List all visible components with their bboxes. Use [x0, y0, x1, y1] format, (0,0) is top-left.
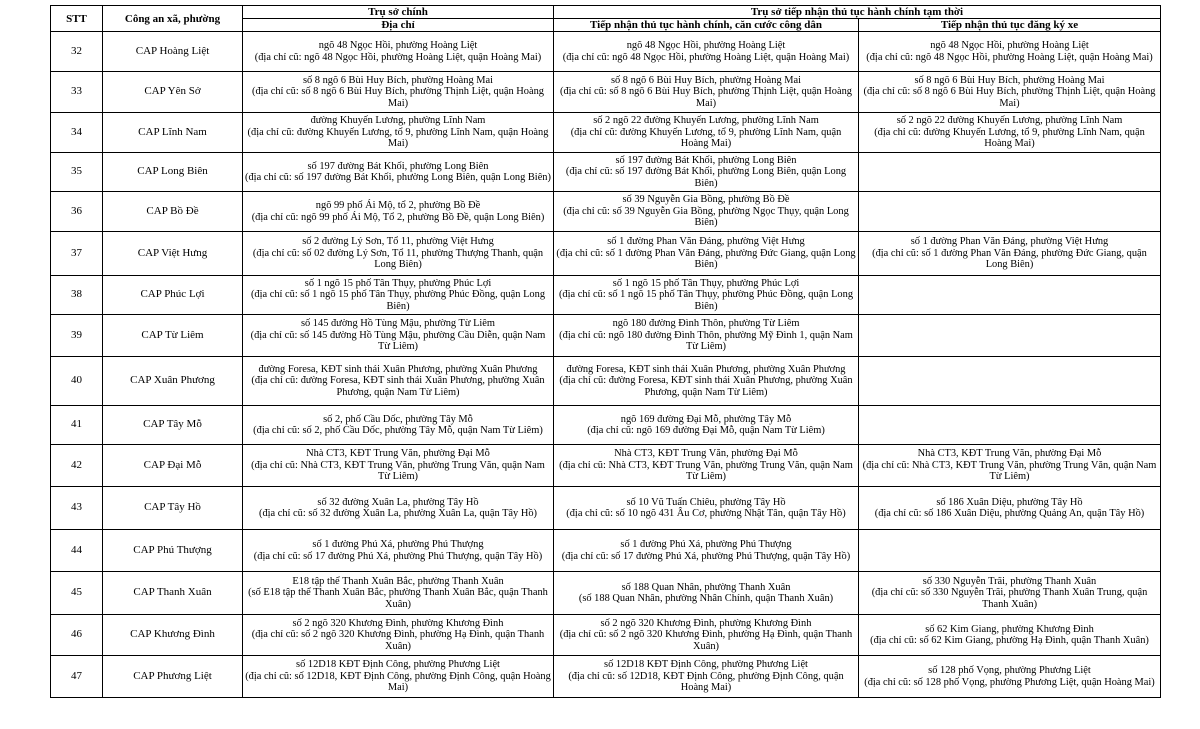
current-address: số 186 Xuân Diệu, phường Tây Hồ	[936, 496, 1083, 508]
row-main-address	[243, 357, 554, 406]
old-address: (số E18 tập thể Thanh Xuân Bắc, phường Thanh Xuân Bắc, quận Thanh Xuân)	[248, 587, 548, 610]
old-address: (địa chỉ cũ: số 2, phố Cầu Dốc, phường Tây Mỗ, quận Nam Từ Liêm)	[253, 425, 543, 436]
header-main-office: Trụ sở chính	[243, 6, 554, 19]
table-row	[51, 615, 1161, 656]
old-address: (địa chỉ cũ: ngõ 99 phố Ái Mộ, Tổ 2, phường Bồ Đề, quận Long Biên)	[251, 211, 545, 223]
row-unit-name: CAP Tây Hồ	[103, 487, 243, 530]
current-address: số 330 Nguyễn Trãi, phường Thanh Xuân	[922, 575, 1097, 587]
current-address: số 2 ngõ 320 Khương Đình, phường Khương Đình	[600, 617, 812, 629]
header-vehicle-registration: Tiếp nhận thủ tục đăng ký xe	[859, 19, 1161, 32]
table-row	[51, 530, 1161, 572]
row-vehicle-address	[859, 572, 1161, 615]
old-address: (địa chỉ cũ: ngõ 48 Ngọc Hồi, phường Hoàng Liệt, quận Hoàng Mai)	[866, 51, 1153, 63]
row-main-address	[243, 113, 554, 153]
row-unit-name: CAP Bồ Đề	[103, 192, 243, 232]
row-unit-name: CAP Yên Sở	[103, 72, 243, 113]
old-address: (địa chỉ cũ: đường Khuyến Lương, tổ 9, phường Lĩnh Nam, quận Hoàng Mai)	[570, 126, 842, 150]
row-admin-address	[554, 487, 859, 530]
row-vehicle-address	[859, 72, 1161, 113]
table-row	[51, 232, 1161, 276]
old-address: (địa chỉ cũ: số 12D18, KĐT Định Công, phường Định Công, quận Hoàng Mai)	[568, 670, 844, 694]
row-admin-address	[554, 656, 859, 698]
row-admin-address	[554, 32, 859, 72]
table-row	[51, 656, 1161, 698]
table-body	[51, 32, 1161, 698]
row-main-address	[243, 32, 554, 72]
current-address: Nhà CT3, KĐT Trung Văn, phường Đại Mỗ	[306, 448, 490, 460]
current-address: số 2 đường Lý Sơn, Tổ 11, phường Việt Hưng	[302, 236, 494, 248]
current-address: ngõ 48 Ngọc Hồi, phường Hoàng Liệt	[626, 40, 786, 52]
table-row	[51, 113, 1161, 153]
current-address: số 1 đường Phú Xá, phường Phú Thượng	[620, 539, 792, 551]
table-row	[51, 72, 1161, 113]
header-temp-office: Trụ sở tiếp nhận thủ tục hành chính tạm thời	[554, 6, 1161, 19]
row-admin-address	[554, 615, 859, 656]
header-unit: Công an xã, phường	[103, 6, 243, 32]
old-address: (địa chỉ cũ: số 8 ngõ 6 Bùi Huy Bích, phường Thịnh Liệt, quận Hoàng Mai)	[559, 86, 853, 109]
table-row	[51, 445, 1161, 487]
old-address: (địa chỉ cũ: Nhà CT3, KĐT Trung Văn, phường Trung Văn, quận Nam Từ Liêm)	[251, 459, 545, 483]
row-admin-address	[554, 406, 859, 445]
row-stt: 41	[51, 406, 103, 445]
current-address: đường Foresa, KĐT sinh thái Xuân Phương, phường Xuân Phương	[566, 363, 846, 375]
row-unit-name: CAP Đại Mỗ	[103, 445, 243, 487]
old-address: (địa chỉ cũ: số 1 đường Phan Văn Đáng, phường Đức Giang, quận Long Biên)	[872, 247, 1147, 271]
old-address: (địa chỉ cũ: số 197 đường Bát Khối, phường Long Biên, quận Long Biên)	[245, 172, 551, 183]
row-admin-address	[554, 530, 859, 572]
old-address: (địa chỉ cũ: số 39 Nguyễn Gia Bồng, phường Ngọc Thụy, quận Long Biên)	[563, 205, 849, 229]
row-admin-address	[554, 72, 859, 113]
police-offices-table	[50, 5, 1161, 698]
current-address: số 1 đường Phú Xá, phường Phú Thượng	[312, 539, 484, 551]
row-unit-name: CAP Lĩnh Nam	[103, 113, 243, 153]
row-unit-name: CAP Phú Thượng	[103, 530, 243, 572]
current-address: ngõ 99 phố Ái Mộ, tổ 2, phường Bồ Đề	[315, 200, 481, 212]
row-unit-name: CAP Phúc Lợi	[103, 276, 243, 315]
row-vehicle-address	[859, 276, 1161, 315]
row-admin-address	[554, 445, 859, 487]
row-vehicle-address	[859, 192, 1161, 232]
header-address: Địa chỉ	[243, 19, 554, 32]
current-address: ngõ 48 Ngọc Hồi, phường Hoàng Liệt	[318, 40, 478, 52]
old-address: (địa chỉ cũ: Nhà CT3, KĐT Trung Văn, phường Trung Văn, quận Nam Từ Liêm)	[862, 459, 1157, 483]
header-row-main	[51, 6, 1161, 19]
row-stt: 38	[51, 276, 103, 315]
old-address: (địa chỉ cũ: đường Foresa, KĐT sinh thái Xuân Phương, phường Xuân Phương, quận Nam Từ Liêm)	[251, 375, 545, 398]
row-stt: 44	[51, 530, 103, 572]
current-address: số 2 ngõ 22 đường Khuyến Lương, phường Lĩnh Nam	[593, 115, 819, 127]
table-row	[51, 32, 1161, 72]
row-vehicle-address	[859, 656, 1161, 698]
row-main-address	[243, 72, 554, 113]
row-main-address	[243, 315, 554, 357]
current-address: số 197 đường Bát Khối, phường Long Biên	[615, 154, 797, 166]
row-stt: 43	[51, 487, 103, 530]
row-vehicle-address	[859, 315, 1161, 357]
row-unit-name: CAP Xuân Phương	[103, 357, 243, 406]
table-row	[51, 487, 1161, 530]
old-address: (địa chỉ cũ: số 17 đường Phú Xá, phường Phú Thượng, quận Tây Hồ)	[561, 550, 851, 562]
row-vehicle-address	[859, 232, 1161, 276]
old-address: (địa chỉ cũ: số 62 Kim Giang, phường Hạ Đình, quận Thanh Xuân)	[870, 635, 1149, 646]
old-address: (địa chỉ cũ: số 330 Nguyễn Trãi, phường Thanh Xuân Trung, quận Thanh Xuân)	[871, 587, 1148, 610]
current-address: số 62 Kim Giang, phường Khương Đình	[925, 623, 1094, 635]
current-address: Nhà CT3, KĐT Trung Văn, phường Đại Mỗ	[614, 448, 798, 460]
row-admin-address	[554, 232, 859, 276]
row-admin-address	[554, 357, 859, 406]
old-address: (địa chỉ cũ: số 8 ngõ 6 Bùi Huy Bích, phường Thịnh Liệt, quận Hoàng Mai)	[863, 86, 1156, 109]
table-row	[51, 357, 1161, 406]
current-address: E18 tập thể Thanh Xuân Bắc, phường Thanh Xuân	[292, 575, 504, 587]
current-address: đường Khuyến Lương, phường Lĩnh Nam	[310, 115, 486, 127]
current-address: số 2 ngõ 22 đường Khuyến Lương, phường Lĩnh Nam	[896, 115, 1123, 127]
table-row	[51, 276, 1161, 315]
row-unit-name: CAP Tây Mỗ	[103, 406, 243, 445]
old-address: (địa chỉ cũ: số 1 đường Phan Văn Đáng, phường Đức Giang, quận Long Biên)	[556, 247, 856, 271]
row-main-address	[243, 530, 554, 572]
row-main-address	[243, 445, 554, 487]
old-address: (địa chỉ cũ: số 02 đường Lý Sơn, Tổ 11, phường Thượng Thanh, quận Long Biên)	[252, 247, 544, 271]
current-address: số 1 đường Phan Văn Đáng, phường Việt Hưng	[910, 236, 1109, 248]
old-address: (địa chỉ cũ: số 1 ngõ 15 phố Tân Thụy, phường Phúc Đồng, quận Long Biên)	[558, 289, 854, 312]
old-address: (số 188 Quan Nhân, phường Nhân Chính, quận Thanh Xuân)	[578, 593, 834, 604]
row-unit-name: CAP Thanh Xuân	[103, 572, 243, 615]
header-admin-procedures: Tiếp nhận thủ tục hành chính, căn cước công dân	[554, 19, 859, 32]
row-unit-name: CAP Hoàng Liệt	[103, 32, 243, 72]
row-stt: 46	[51, 615, 103, 656]
current-address: số 8 ngõ 6 Bùi Huy Bích, phường Hoàng Mai	[302, 74, 494, 86]
current-address: số 2, phố Cầu Dốc, phường Tây Mỗ	[323, 413, 473, 425]
old-address: (địa chỉ cũ: ngõ 180 đường Đình Thôn, phường Mỹ Đình 1, quận Nam Từ Liêm)	[559, 329, 853, 353]
current-address: số 39 Nguyễn Gia Bồng, phường Bồ Đề	[622, 194, 790, 206]
current-address: số 188 Quan Nhân, phường Thanh Xuân	[621, 581, 791, 593]
row-unit-name: CAP Từ Liêm	[103, 315, 243, 357]
current-address: số 1 đường Phan Văn Đáng, phường Việt Hưng	[607, 236, 805, 248]
row-vehicle-address	[859, 357, 1161, 406]
old-address: (địa chỉ cũ: ngõ 48 Ngọc Hồi, phường Hoàng Liệt, quận Hoàng Mai)	[562, 51, 850, 63]
row-main-address	[243, 406, 554, 445]
row-vehicle-address	[859, 406, 1161, 445]
old-address: (địa chỉ cũ: số 8 ngõ 6 Bùi Huy Bích, phường Thịnh Liệt, quận Hoàng Mai)	[251, 86, 545, 109]
row-unit-name: CAP Việt Hưng	[103, 232, 243, 276]
row-main-address	[243, 232, 554, 276]
row-main-address	[243, 572, 554, 615]
row-admin-address	[554, 315, 859, 357]
row-unit-name: CAP Khương Đình	[103, 615, 243, 656]
old-address: (địa chỉ cũ: đường Foresa, KĐT sinh thái Xuân Phương, phường Xuân Phương, quận Nam Từ Liêm)	[559, 375, 853, 398]
row-vehicle-address	[859, 487, 1161, 530]
current-address: số 145 đường Hồ Tùng Mậu, phường Từ Liêm	[300, 318, 496, 330]
current-address: số 1 ngõ 15 phố Tân Thụy, phường Phúc Lợi	[304, 277, 492, 289]
current-address: số 2 ngõ 320 Khương Đình, phường Khương Đình	[292, 617, 504, 629]
current-address: số 12D18 KĐT Định Công, phường Phương Liệt	[296, 659, 500, 671]
row-vehicle-address	[859, 153, 1161, 192]
row-admin-address	[554, 153, 859, 192]
row-stt: 40	[51, 357, 103, 406]
current-address: ngõ 48 Ngọc Hồi, phường Hoàng Liệt	[930, 40, 1089, 52]
old-address: (địa chỉ cũ: Nhà CT3, KĐT Trung Văn, phường Trung Văn, quận Nam Từ Liêm)	[559, 459, 853, 483]
row-admin-address	[554, 113, 859, 153]
current-address: số 12D18 KĐT Định Công, phường Phương Liệt	[604, 659, 808, 671]
current-address: số 128 phố Vọng, phường Phương Liệt	[928, 665, 1091, 677]
old-address: (địa chỉ cũ: số 186 Xuân Diệu, phường Quảng An, quận Tây Hồ)	[874, 508, 1145, 519]
row-stt: 42	[51, 445, 103, 487]
row-stt: 47	[51, 656, 103, 698]
old-address: (địa chỉ cũ: số 2 ngõ 320 Khương Đình, phường Hạ Đình, quận Thanh Xuân)	[251, 629, 545, 652]
current-address: số 8 ngõ 6 Bùi Huy Bích, phường Hoàng Mai	[610, 74, 802, 86]
current-address: ngõ 169 đường Đại Mỗ, phường Tây Mỗ	[620, 413, 792, 425]
table-row	[51, 192, 1161, 232]
old-address: (địa chỉ cũ: số 32 đường Xuân La, phường Xuân La, quận Tây Hồ)	[258, 508, 537, 519]
row-vehicle-address	[859, 615, 1161, 656]
row-vehicle-address	[859, 113, 1161, 153]
row-admin-address	[554, 276, 859, 315]
row-stt: 35	[51, 153, 103, 192]
current-address: số 8 ngõ 6 Bùi Huy Bích, phường Hoàng Mai	[914, 74, 1105, 86]
row-vehicle-address	[859, 530, 1161, 572]
row-stt: 45	[51, 572, 103, 615]
row-main-address	[243, 487, 554, 530]
row-vehicle-address	[859, 32, 1161, 72]
old-address: (địa chỉ cũ: số 197 đường Bát Khối, phường Long Biên, quận Long Biên)	[565, 166, 847, 189]
row-unit-name: CAP Long Biên	[103, 153, 243, 192]
row-main-address	[243, 615, 554, 656]
table-row	[51, 406, 1161, 445]
row-stt: 34	[51, 113, 103, 153]
row-vehicle-address	[859, 445, 1161, 487]
row-main-address	[243, 656, 554, 698]
row-unit-name: CAP Phương Liệt	[103, 656, 243, 698]
table-row	[51, 572, 1161, 615]
row-stt: 33	[51, 72, 103, 113]
current-address: số 10 Vũ Tuấn Chiêu, phường Tây Hồ	[626, 496, 786, 508]
old-address: (địa chỉ cũ: số 128 phố Vọng, phường Phương Liệt, quận Hoàng Mai)	[864, 676, 1155, 688]
row-stt: 37	[51, 232, 103, 276]
old-address: (địa chỉ cũ: đường Khuyến Lương, tổ 9, phường Lĩnh Nam, quận Hoàng Mai)	[874, 126, 1145, 150]
current-address: Nhà CT3, KĐT Trung Văn, phường Đại Mỗ	[917, 448, 1102, 460]
current-address: ngõ 180 đường Đình Thôn, phường Từ Liêm	[612, 318, 800, 330]
row-admin-address	[554, 192, 859, 232]
row-admin-address	[554, 572, 859, 615]
row-main-address	[243, 153, 554, 192]
row-stt: 36	[51, 192, 103, 232]
old-address: (địa chỉ cũ: số 10 ngõ 431 Âu Cơ, phường Nhật Tân, quận Tây Hồ)	[566, 508, 846, 519]
row-stt: 32	[51, 32, 103, 72]
current-address: số 197 đường Bát Khối, phường Long Biên	[307, 160, 489, 172]
old-address: (địa chỉ cũ: số 145 đường Hồ Tùng Mậu, phường Cầu Diễn, quận Nam Từ Liêm)	[250, 329, 546, 353]
old-address: (địa chỉ cũ: ngõ 48 Ngọc Hồi, phường Hoàng Liệt, quận Hoàng Mai)	[254, 51, 542, 63]
table-row	[51, 315, 1161, 357]
current-address: số 32 đường Xuân La, phường Tây Hồ	[317, 496, 479, 508]
current-address: số 1 ngõ 15 phố Tân Thụy, phường Phúc Lợi	[612, 277, 800, 289]
row-stt: 39	[51, 315, 103, 357]
row-main-address	[243, 276, 554, 315]
old-address: (địa chỉ cũ: số 1 ngõ 15 phố Tân Thụy, phường Phúc Đồng, quận Long Biên)	[250, 289, 546, 312]
current-address: đường Foresa, KĐT sinh thái Xuân Phương, phường Xuân Phương	[258, 363, 538, 375]
table-row	[51, 153, 1161, 192]
old-address: (địa chỉ cũ: số 2 ngõ 320 Khương Đình, phường Hạ Đình, quận Thanh Xuân)	[559, 629, 853, 652]
old-address: (địa chỉ cũ: ngõ 169 đường Đại Mỗ, quận Nam Từ Liêm)	[587, 425, 825, 436]
old-address: (địa chỉ cũ: đường Khuyến Lương, tổ 9, phường Lĩnh Nam, quận Hoàng Mai)	[247, 126, 549, 150]
header-stt: STT	[51, 6, 103, 32]
old-address: (địa chỉ cũ: số 17 đường Phú Xá, phường Phú Thượng, quận Tây Hồ)	[253, 550, 543, 562]
old-address: (địa chỉ cũ: số 12D18, KĐT Định Công, phường Định Công, quận Hoàng Mai)	[245, 670, 551, 694]
row-main-address	[243, 192, 554, 232]
